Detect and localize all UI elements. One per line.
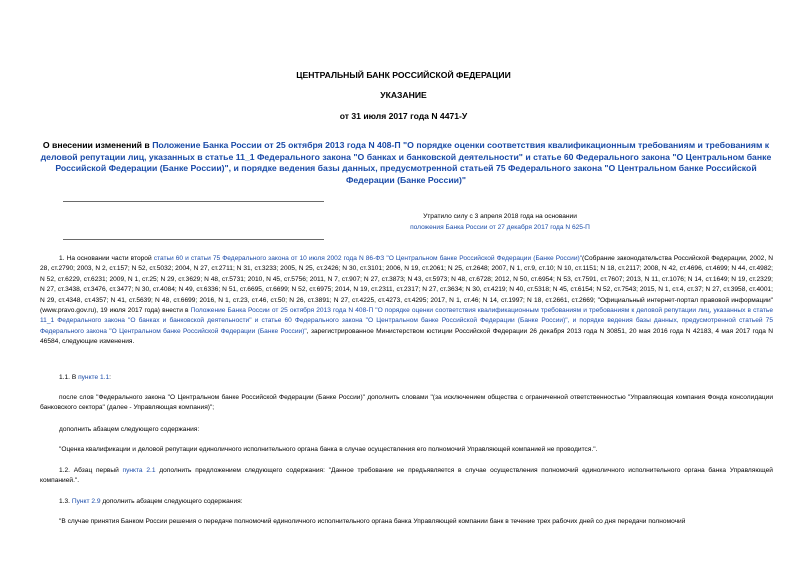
paragraph-1 <box>40 254 773 348</box>
p12-text: 1.2. Абзац первый <box>59 467 123 474</box>
paragraph-1-1 <box>40 373 773 383</box>
document-type: УКАЗАНИЕ <box>380 90 427 100</box>
subject-prefix: О внесении изменений в <box>42 140 153 150</box>
p11-text: 1.1. В <box>59 374 79 381</box>
p11-colon: : <box>109 374 111 381</box>
issuer-title: ЦЕНТРАЛЬНЫЙ БАНК РОССИЙСКОЙ ФЕДЕРАЦИИ <box>296 70 511 80</box>
regulation-link[interactable]: Положение Банка России от 25 октября 2013 года N 408-П "О порядке оценки соответствия квалификационным требованиям и требованиям к деловой репутации лиц, указанных в статье 11_1 Федерального закона "О банках и банковской деятельности" и статье 60 Федерального закона "О Центральном банке Российской Федерации (Банке России)", и порядке ведения базы данных, предусмотренной статьей 75 Федерального закона "О Центральном банке Российской Федерации (Банке России)" <box>40 140 772 185</box>
lost-force-text: Утратило силу с 3 апреля 2018 года на основании <box>423 213 577 220</box>
divider-top <box>63 201 324 202</box>
p13-text-b: дополнить абзацем следующего содержания: <box>100 498 243 505</box>
paragraph-1-1-a: после слов "Федерального закона "О Центральном банке Российской Федерации (Банке России)" дополнить словами "(за исключением общества с ограниченной ответственностью "Управляющая компания Фонда консолидации банковского сектора" (далее - Управляющая компания)"; <box>40 394 773 412</box>
paragraph-1-3-a: "В случае принятия Банком России решения о передаче полномочий единоличного исполнительного органа банка Управляющей компании банк в течение трех рабочих дней со дня передачи полномочий <box>59 518 686 525</box>
p12-text-b: дополнить предложением следующего содержания: "Данное требование не предъявляется в случае осуществления полномочий единоличного исполнительного органа банка Управляющей компанией.". <box>40 467 773 485</box>
para1-text-b: (Собрание законодательства Российской Федерации, 2002, N 28, ст.2790; 2003, N 2, ст.157; N 52, ст.5032; 2004, N 27, ст.2711; N 31, ст.3233; 2005, N 25, ст.2426; N 30, ст.3101; 2006, N 19, ст.2061; N 25, ст.2648; 2007, N 1, ст.9, ст.10; N 10, ст.1151; N 18, ст.2117; 2008, N 42, ст.4696, ст.4699; N 44, ст.4982; N 52, ст.6229, ст.6231; 2009, N 1, ст.25; N 29, ст.3629; N 48, ст.5731; 2010, N 45, ст.5756; 2011, N 7, ст.907; N 27, ст.3873; N 43, ст.5973; N 48, ст.6728; 2012, N 50, ст.6954; N 53, ст.7591, ст.7607; 2013, N 11, ст.1076; N 14, ст.1649; N 19, ст.2329; N 27, ст.3438, ст.3476, ст.3477; N 30, ст.4084; N 49, ст.6336; N 51, ст.6695, ст.6699; N 52, ст.6975; 2014, N 19, ст.2311, ст.2317; N 27, ст.3634; N 30, ст.4219; N 40, ст.5318; N 45, ст.6154; N 52, ст.7543; 2015, N 1, ст.4, ст.37; N 27, ст.3958, ст.4001; N 29, ст.4348, ст.4357; N 41, ст.5639; N 48, ст.6699; 2016, N 1, ст.23, ст.46, ст.50; N 26, ст.3891; N 27, ст.4225, ст.4273, ст.4295; 2017, N 1, ст.46; N 14, ст.1997; N 18, ст.2661, ст.2669; "Официальный интернет-портал правовой информации" (www.pravo.gov.ru), 19 июля 2017 года) внести в <box>40 255 773 315</box>
lost-force-link[interactable]: положения Банка России от 27 декабря 2017 года N 625-П <box>410 224 590 231</box>
paragraph-1-1-c: "Оценка квалификации и деловой репутации единоличного исполнительного органа банка в случае осуществления его полномочий Управляющей компанией не проводится.". <box>59 446 598 453</box>
para1-text-a: 1. На основании части второй <box>59 255 154 262</box>
paragraph-1-2 <box>40 466 773 487</box>
point-1-1-link[interactable]: пункте 1.1 <box>78 374 110 381</box>
regulation-408p-link[interactable]: Положение Банка России от 25 октября 2013 года N 408-П "О порядке оценки соответствия квалификационным требованиям и требованиям к деловой репутации лиц, указанных в статье 11_1 Федерального закона "О банках и банковской деятельности" и статье 60 Федерального закона "О Центральном банке Российской Федерации (Банке России)", и порядке ведения базы данных, предусмотренной статьей 75 Федерального закона "О Центральном банке Российской Федерации (Банке России)" <box>40 307 773 335</box>
law-86fz-link[interactable]: статьи 60 и статьи 75 Федерального закона от 10 июля 2002 года N 86-ФЗ "О Центральном банке Российской Федерации (Банке России)" <box>153 255 583 262</box>
paragraph-1-3 <box>40 497 773 507</box>
paragraph-1-1-b: дополнить абзацем следующего содержания: <box>59 426 200 433</box>
point-2-9-link[interactable]: Пункт 2.9 <box>71 498 101 505</box>
point-2-1-link[interactable]: пункта 2.1 <box>122 467 156 474</box>
document-date-number: от 31 июля 2017 года N 4471-У <box>339 111 468 121</box>
lost-force-note <box>250 211 750 233</box>
p13-text: 1.3. <box>59 498 72 505</box>
divider-bottom <box>63 239 324 240</box>
para1-text-c: , зарегистрированное Министерством юстиции Российской Федерации 26 декабря 2013 года N 30851, 20 мая 2016 года N 42183, 4 мая 2017 года N 46584, следующие изменения. <box>40 327 773 346</box>
document-subject <box>40 140 772 186</box>
